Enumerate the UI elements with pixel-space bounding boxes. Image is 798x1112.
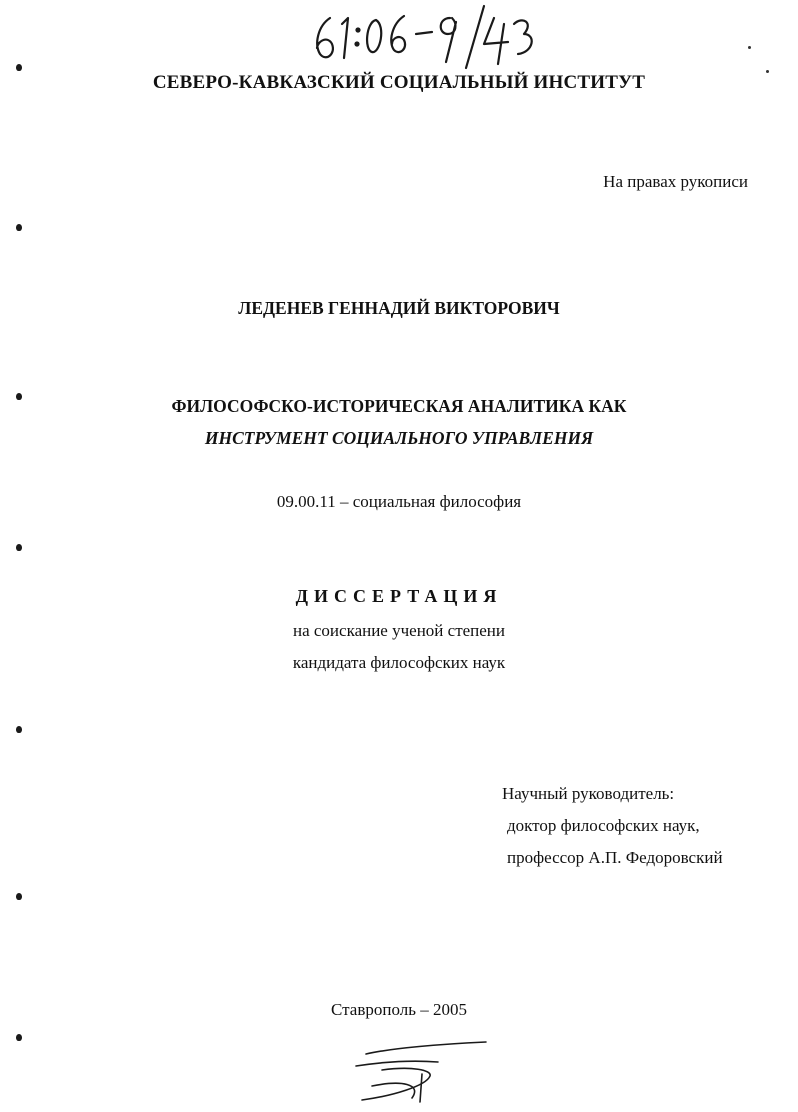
handwritten-archive-number bbox=[308, 4, 548, 70]
document-type: ДИССЕРТАЦИЯ bbox=[295, 586, 503, 606]
supervisor-degree: доктор философских наук, bbox=[507, 816, 700, 835]
specialty-code: 09.00.11 – социальная философия bbox=[276, 492, 522, 511]
institute-name: СЕВЕРО-КАВКАЗСКИЙ СОЦИАЛЬНЫЙ ИНСТИТУТ bbox=[152, 72, 646, 93]
margin-punch-mark bbox=[16, 224, 22, 231]
degree-line-1: на соискание ученой степени bbox=[292, 621, 506, 640]
author-name: ЛЕДЕНЕВ ГЕННАДИЙ ВИКТОРОВИЧ bbox=[238, 298, 560, 318]
margin-punch-mark bbox=[16, 393, 22, 400]
degree-line-2: кандидата философских наук bbox=[292, 653, 506, 672]
city-and-year: Ставрополь – 2005 bbox=[331, 1000, 467, 1019]
title-line-2: ИНСТРУМЕНТ СОЦИАЛЬНОГО УПРАВЛЕНИЯ bbox=[204, 428, 594, 448]
margin-punch-mark bbox=[16, 726, 22, 733]
archive-number-handwriting bbox=[308, 4, 548, 70]
title-line-1: ФИЛОСОФСКО-ИСТОРИЧЕСКАЯ АНАЛИТИКА КАК bbox=[171, 396, 627, 416]
supervisor-label: Научный руководитель: bbox=[502, 784, 675, 803]
manuscript-rights-note: На правах рукописи bbox=[603, 172, 748, 191]
margin-punch-mark bbox=[16, 893, 22, 900]
supervisor-block bbox=[502, 778, 723, 874]
scan-speck bbox=[766, 70, 769, 73]
margin-punch-mark bbox=[16, 64, 22, 71]
scan-speck bbox=[748, 46, 751, 49]
margin-punch-mark bbox=[16, 1034, 22, 1041]
supervisor-name: профессор А.П. Федоровский bbox=[507, 848, 723, 867]
margin-punch-mark bbox=[16, 544, 22, 551]
handwritten-signature bbox=[352, 1040, 502, 1104]
